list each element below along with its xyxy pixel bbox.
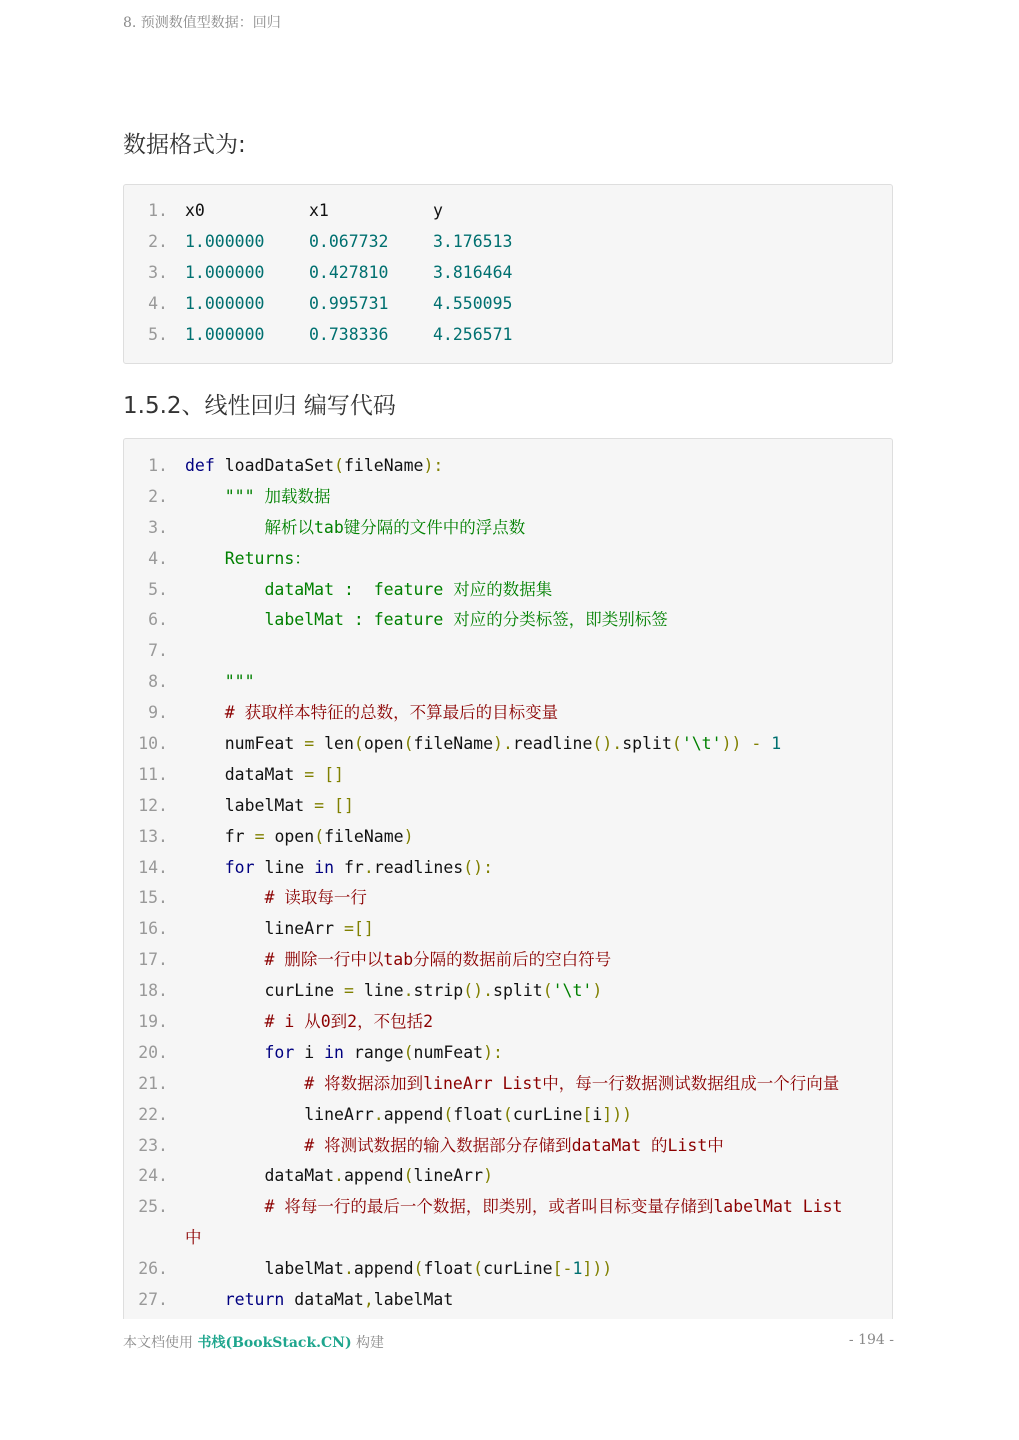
line-number: 2. (148, 231, 168, 251)
line-number: 2. (148, 486, 168, 506)
code-line (124, 605, 892, 636)
code-token: ) (622, 1104, 633, 1124)
code-line (124, 1131, 892, 1162)
code-token: - (751, 734, 762, 754)
code-token: ) (592, 981, 603, 1001)
line-number: 24. (138, 1166, 168, 1186)
code-token (185, 981, 264, 1000)
code-token: ( (542, 981, 553, 1001)
line-content (185, 760, 344, 791)
code-token: """ 加载数据 (224, 486, 331, 506)
code-token: = (343, 919, 354, 939)
line-content (185, 883, 367, 914)
code-token: ) (721, 734, 732, 754)
line-number: 4. (148, 548, 168, 568)
code-token: '\t' (552, 981, 593, 1001)
code-token: open (363, 734, 404, 754)
code-token (185, 703, 225, 722)
line-number: 15. (138, 888, 168, 908)
code-token: = (304, 734, 315, 754)
code-token: in (314, 857, 335, 877)
code-token (314, 765, 324, 784)
data-cell: 1.000000 (185, 231, 265, 251)
line-content (185, 1192, 843, 1223)
code-token (334, 858, 344, 877)
line-number: 6. (148, 610, 168, 630)
data-cell: x0 (185, 201, 205, 220)
code-token: append (353, 1259, 414, 1279)
code-token: [ (552, 1259, 563, 1279)
code-token: - (562, 1259, 573, 1279)
code-line (124, 698, 892, 729)
code-token: fileName (413, 734, 494, 754)
code-token: len (324, 734, 354, 754)
code-token: lineArr (264, 919, 335, 939)
code-token: = (254, 826, 265, 846)
code-token: : (493, 1042, 503, 1062)
data-cell: 0.738336 (309, 324, 389, 344)
code-token: = (314, 795, 325, 815)
code-token (294, 734, 304, 753)
code-token (185, 950, 264, 969)
code-token (255, 858, 265, 877)
code-token: Returns： (185, 548, 311, 568)
code-token: loadDataSet (224, 456, 335, 475)
code-line (124, 1285, 892, 1316)
data-cell: 4.256571 (433, 324, 513, 344)
code-token (185, 1074, 304, 1093)
code-token: # 删除一行中以tab分隔的数据前后的空白符号 (264, 950, 612, 970)
line-number: 18. (138, 981, 168, 1001)
code-token: ) (602, 734, 613, 754)
data-row (124, 320, 892, 351)
code-token (185, 1259, 264, 1278)
line-content (185, 698, 558, 729)
code-token: ( (403, 1042, 414, 1062)
code-line (124, 976, 892, 1007)
line-number: 5. (148, 579, 168, 599)
line-number: 5. (148, 324, 168, 344)
code-token (294, 1043, 304, 1062)
code-token (354, 981, 364, 1000)
code-token: readline (512, 734, 593, 754)
section-heading-linear-regression: 1.5.2、线性回归 编写代码 (123, 393, 396, 419)
code-token: append (383, 1104, 444, 1124)
code-line (124, 729, 892, 760)
line-number: 1. (148, 456, 168, 475)
code-line (124, 1069, 892, 1100)
code-line (124, 1007, 892, 1038)
code-token: return (224, 1290, 285, 1310)
line-content (185, 1223, 202, 1254)
code-token: ( (403, 1166, 414, 1186)
code-token: ( (314, 826, 325, 846)
code-token: fr (344, 857, 364, 877)
section-heading-data-format: 数据格式为: (123, 132, 246, 158)
code-token: dataMat : feature 对应的数据集 (185, 579, 553, 599)
data-row (124, 227, 892, 258)
code-token: float (453, 1104, 503, 1124)
code-line (124, 914, 892, 945)
code-token: # 将每一行的最后一个数据，即类别，或者叫目标变量存储到labelMat List (264, 1197, 843, 1217)
code-token: # 将数据添加到lineArr List中，每一行数据测试数据组成一个行向量 (304, 1073, 840, 1093)
line-number: 9. (148, 703, 168, 723)
data-row (124, 258, 892, 289)
line-content (185, 822, 414, 853)
code-token: [ (582, 1104, 593, 1124)
data-cell: 0.995731 (309, 293, 389, 313)
code-token (185, 1136, 304, 1155)
code-token: strip (413, 981, 464, 1001)
code-token (334, 981, 344, 1000)
code-token (344, 1043, 354, 1062)
code-token: dataMat (224, 764, 295, 784)
line-content (185, 1254, 612, 1285)
code-line (124, 853, 892, 884)
code-token (314, 734, 324, 753)
line-content (185, 667, 255, 698)
code-line (124, 791, 892, 822)
code-token (284, 1290, 294, 1309)
code-token: ) (493, 734, 503, 754)
code-token (294, 765, 304, 784)
code-token: . (612, 734, 623, 754)
code-token: def (185, 456, 215, 475)
code-line (124, 822, 892, 853)
line-number: 26. (138, 1259, 168, 1279)
line-number: 1. (148, 201, 168, 220)
code-token: # 获取样本特征的总数，不算最后的目标变量 (224, 703, 559, 723)
code-token (761, 734, 771, 753)
code-token: ) (403, 826, 414, 846)
code-token: ) (423, 456, 434, 475)
code-token (245, 827, 255, 846)
code-token: '\t' (681, 734, 722, 754)
line-number: 10. (138, 734, 168, 754)
code-token: ( (463, 981, 474, 1001)
code-line (124, 760, 892, 791)
code-token: ) (473, 981, 484, 1001)
code-token: : (483, 857, 494, 877)
code-token: ( (671, 734, 682, 754)
code-token: for (224, 857, 255, 877)
line-content (185, 605, 668, 636)
linear-regression-code-block (123, 438, 893, 1319)
line-content (185, 791, 354, 822)
line-content (185, 451, 443, 482)
code-token: i (304, 1042, 315, 1062)
data-cell: 3.816464 (433, 262, 513, 282)
data-cell: y (433, 201, 443, 220)
line-number: 14. (138, 857, 168, 877)
data-cell: 0.427810 (309, 262, 389, 282)
code-token: fileName (324, 826, 404, 846)
code-token: : (433, 456, 444, 475)
footer-credit (123, 1332, 384, 1352)
code-line (124, 451, 892, 482)
code-token: ] (602, 1104, 613, 1124)
line-number: 20. (138, 1042, 168, 1062)
code-token: line (363, 981, 404, 1001)
data-cell: 1.000000 (185, 262, 265, 282)
code-token: [ (334, 795, 344, 815)
code-line (124, 575, 892, 606)
code-token (314, 1043, 324, 1062)
code-token (185, 1105, 304, 1124)
data-format-code-block (123, 184, 893, 364)
code-token: [ (353, 919, 364, 939)
code-line (124, 1161, 892, 1192)
code-token (185, 858, 225, 877)
code-token: ( (473, 1259, 484, 1279)
line-number: 23. (138, 1135, 168, 1155)
code-token: split (622, 734, 672, 754)
line-content (185, 1038, 503, 1069)
code-token (185, 796, 225, 815)
code-token: . (502, 734, 513, 754)
line-content (185, 976, 602, 1007)
line-content (185, 575, 552, 606)
code-token: for (264, 1042, 295, 1062)
footer-prefix: 本文档使用 (123, 1335, 198, 1351)
line-number: 27. (138, 1290, 168, 1310)
line-number: 22. (138, 1104, 168, 1124)
line-content (185, 1007, 433, 1038)
line-content (185, 513, 525, 544)
data-cell: x1 (309, 201, 329, 220)
line-content (185, 853, 493, 884)
code-token: [ (324, 764, 335, 784)
line-content (185, 1285, 453, 1316)
data-cell: 3.176513 (433, 231, 513, 251)
code-token: dataMat (264, 1166, 335, 1186)
code-token (185, 827, 225, 846)
code-token: ] (582, 1259, 593, 1279)
code-token (304, 796, 314, 815)
code-token: i (592, 1104, 603, 1124)
data-row (124, 289, 892, 320)
code-token (185, 765, 225, 784)
code-token (741, 734, 751, 753)
code-token (185, 1012, 264, 1031)
code-token: = (304, 764, 315, 784)
code-token: readlines (373, 857, 464, 877)
code-token: ( (353, 734, 364, 754)
code-token: labelMat (264, 1259, 344, 1279)
code-token: ( (443, 1104, 454, 1124)
code-token: ] (334, 764, 344, 784)
line-number: 8. (148, 672, 168, 692)
running-header: 8. 预测数值型数据：回归 (123, 15, 281, 31)
code-token: numFeat (413, 1042, 484, 1062)
code-token (185, 1166, 264, 1185)
code-token: ) (483, 1042, 494, 1062)
code-token: ( (334, 456, 344, 475)
code-token (185, 888, 264, 907)
code-token: ( (502, 1104, 513, 1124)
data-cell: 1.000000 (185, 324, 265, 344)
line-content (185, 1069, 839, 1100)
code-line (124, 883, 892, 914)
code-token: # 将测试数据的输入数据部分存储到dataMat 的List中 (304, 1135, 724, 1155)
code-token (185, 1043, 264, 1062)
line-content (185, 729, 781, 760)
code-token: labelMat (224, 795, 305, 815)
code-token: 解析以tab键分隔的文件中的浮点数 (185, 517, 526, 537)
code-token: lineArr (413, 1166, 484, 1186)
code-token: 1 (771, 734, 782, 754)
code-token: line (264, 857, 305, 877)
code-token: append (343, 1166, 404, 1186)
data-header-row (124, 196, 892, 227)
code-token (185, 919, 264, 938)
code-line (124, 482, 892, 513)
code-token: labelMat : feature 对应的分类标签，即类别标签 (185, 610, 668, 630)
code-token: curLine (512, 1104, 583, 1124)
code-line (124, 1100, 892, 1131)
code-token: dataMat (294, 1290, 364, 1310)
bookstack-link[interactable]: 书栈(BookStack.CN) (197, 1335, 352, 1351)
line-number: 3. (148, 517, 168, 537)
line-content (185, 482, 331, 513)
code-token: ) (612, 1104, 623, 1124)
code-token (304, 858, 314, 877)
line-number: 7. (148, 641, 168, 661)
code-line (124, 1223, 892, 1254)
line-content (185, 945, 611, 976)
code-token: split (493, 981, 543, 1001)
line-number: 25. (138, 1197, 168, 1217)
code-line (124, 945, 892, 976)
line-content (185, 544, 311, 575)
line-number: 3. (148, 262, 168, 282)
code-token: . (363, 857, 374, 877)
code-token (265, 827, 275, 846)
code-token: ] (363, 919, 374, 939)
code-token: fileName (343, 456, 424, 475)
code-token (185, 487, 225, 506)
code-token: """ (185, 672, 255, 692)
code-token: , (363, 1290, 374, 1310)
code-token: ( (592, 734, 603, 754)
code-token: . (343, 1259, 354, 1279)
line-content (185, 914, 374, 945)
code-token: . (373, 1104, 384, 1124)
line-number: 12. (138, 795, 168, 815)
code-token: lineArr (304, 1104, 374, 1124)
code-token: curLine (264, 981, 335, 1001)
data-cell: 1.000000 (185, 293, 265, 313)
code-token: = (343, 981, 354, 1001)
code-token: # i 从0到2，不包括2 (264, 1012, 434, 1032)
code-token: numFeat (224, 734, 295, 754)
code-token (324, 796, 334, 815)
code-token: ) (592, 1259, 603, 1279)
code-token: ) (473, 857, 484, 877)
code-line (124, 513, 892, 544)
code-token (185, 1197, 264, 1216)
code-line (124, 544, 892, 575)
code-token: open (274, 826, 315, 846)
code-token: labelMat (373, 1290, 454, 1310)
line-number: 11. (138, 764, 168, 784)
code-token: 中 (185, 1228, 202, 1248)
code-token: ) (602, 1259, 613, 1279)
code-token: ) (731, 734, 742, 754)
line-content (185, 1161, 493, 1192)
code-token: fr (224, 826, 245, 846)
code-token: ( (403, 734, 414, 754)
code-token: curLine (483, 1259, 553, 1279)
code-line (124, 1254, 892, 1285)
code-token: . (483, 981, 494, 1001)
footer-suffix: 构建 (351, 1335, 385, 1351)
data-cell: 0.067732 (309, 231, 389, 251)
code-token: ( (413, 1259, 424, 1279)
data-cell: 4.550095 (433, 293, 513, 313)
code-token: float (423, 1259, 474, 1279)
code-token: . (334, 1166, 344, 1186)
code-token: ( (463, 857, 474, 877)
code-token: ) (483, 1166, 493, 1186)
code-line (124, 636, 892, 667)
code-token: range (353, 1042, 404, 1062)
code-token: . (403, 981, 414, 1001)
line-number: 13. (138, 826, 168, 846)
code-token (185, 1290, 225, 1309)
code-token: # 读取每一行 (264, 888, 367, 908)
code-token (215, 456, 225, 475)
code-token: ] (343, 795, 354, 815)
code-token: 1 (572, 1259, 583, 1279)
line-number: 4. (148, 293, 168, 313)
code-line (124, 1192, 892, 1223)
code-line (124, 667, 892, 698)
line-content (185, 1100, 632, 1131)
page-number: - 194 - (848, 1332, 894, 1348)
code-token: in (324, 1042, 344, 1062)
line-number: 16. (138, 919, 168, 939)
code-token (334, 919, 344, 938)
code-line (124, 1038, 892, 1069)
line-content (185, 1131, 724, 1162)
line-number: 21. (138, 1073, 168, 1093)
line-number: 19. (138, 1012, 168, 1032)
line-number: 17. (138, 950, 168, 970)
code-token (185, 734, 225, 753)
